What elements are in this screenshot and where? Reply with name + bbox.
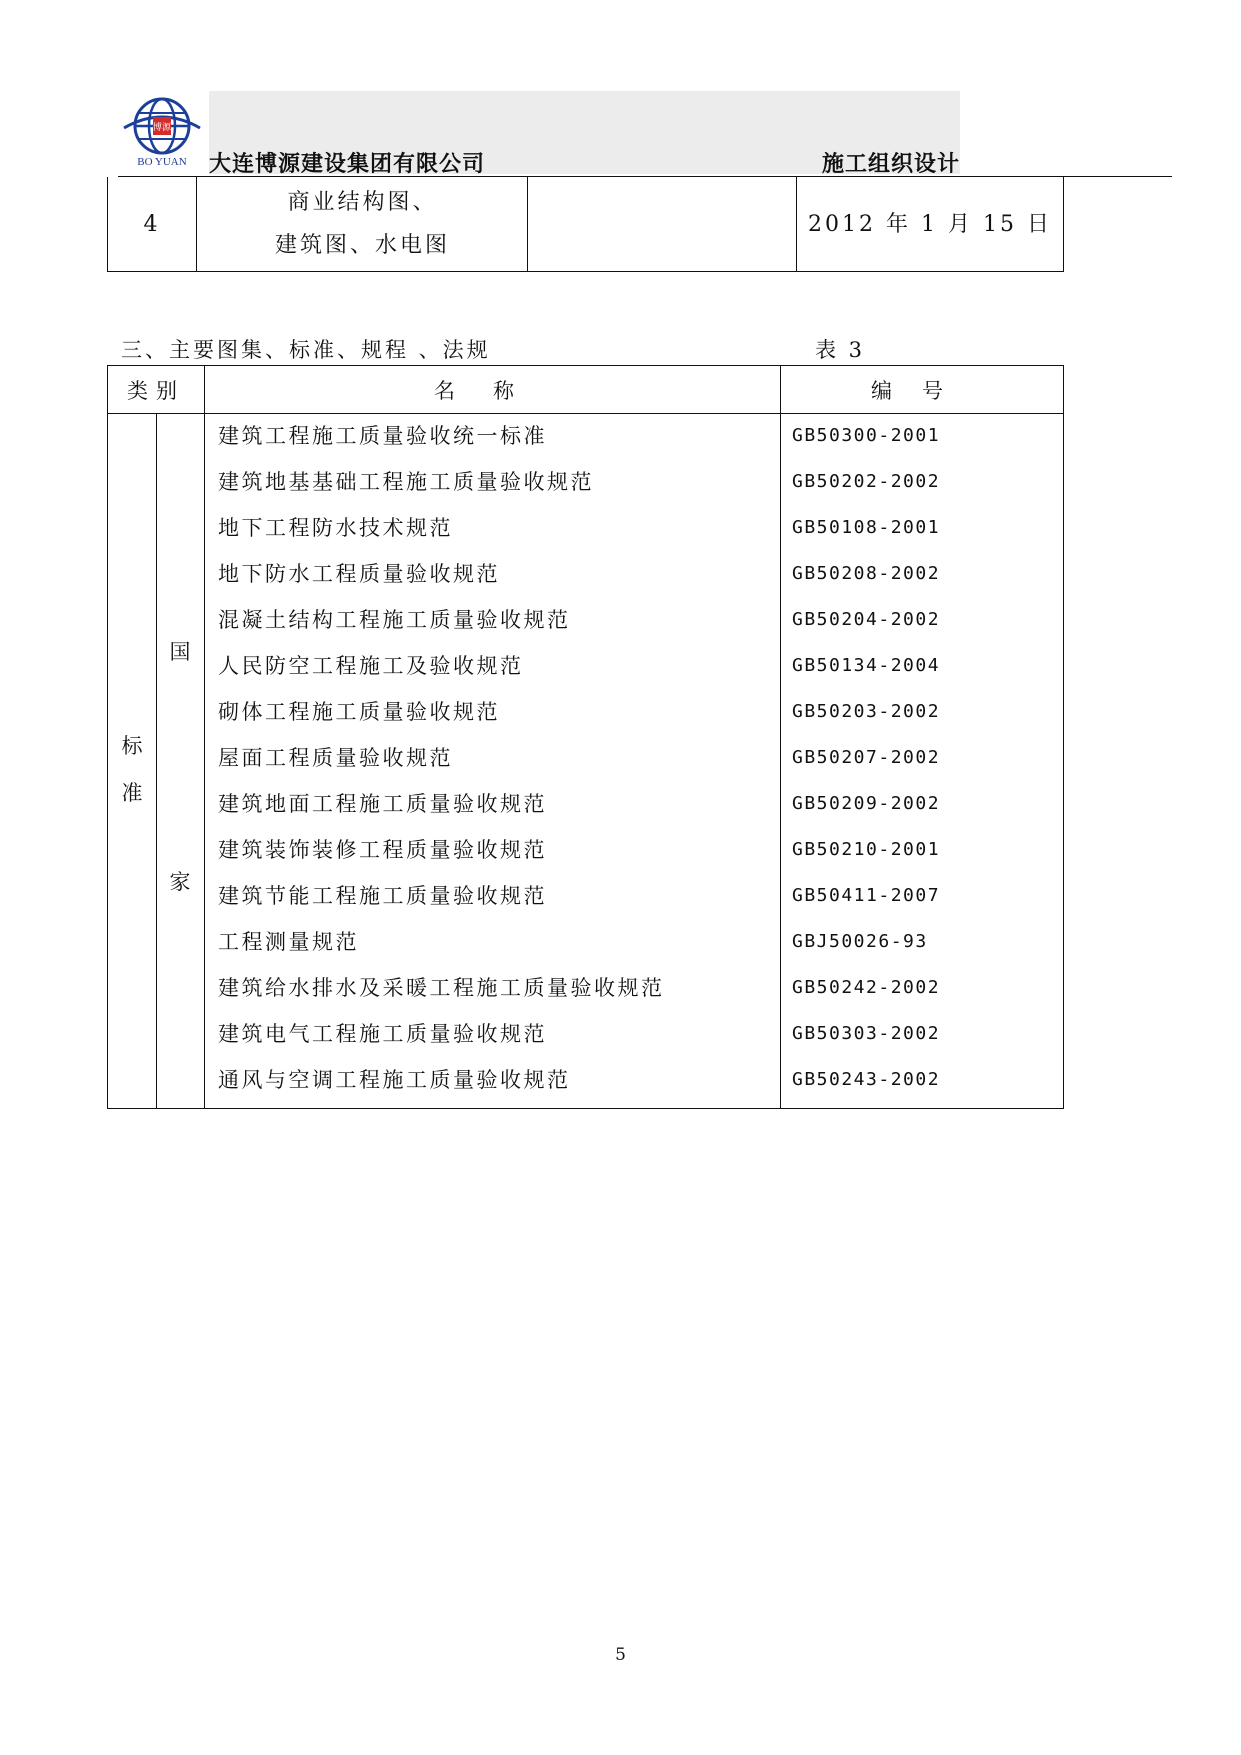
table-row — [204, 919, 1063, 965]
standard-code: GB50411-2007 — [792, 885, 941, 906]
standard-name: 建筑节能工程施工质量验收规范 — [218, 884, 547, 908]
standard-code: GB50134-2004 — [792, 655, 941, 676]
standard-name: 混凝土结构工程施工质量验收规范 — [218, 608, 571, 632]
standard-code: GB50208-2002 — [792, 563, 941, 584]
table-row — [204, 551, 1063, 597]
standard-name: 工程测量规范 — [218, 930, 359, 954]
header-name: 名称 — [204, 366, 781, 413]
table-row — [204, 459, 1063, 505]
standard-code: GB50202-2002 — [792, 471, 941, 492]
standard-code: GB50303-2002 — [792, 1023, 941, 1044]
header-code: 编号 — [780, 366, 1063, 413]
standard-code: GB50242-2002 — [792, 977, 941, 998]
table-row — [204, 735, 1063, 781]
standards-table — [107, 365, 1064, 1109]
company-name: 大连博源建设集团有限公司 — [209, 152, 486, 177]
standard-name: 建筑工程施工质量验收统一标准 — [218, 424, 547, 448]
table-number: 表 3 — [815, 338, 866, 362]
subcategory-char-2: 家 — [169, 870, 191, 894]
standards-rows — [204, 413, 1063, 1108]
logo-seal-text: 博源 — [152, 123, 172, 133]
drawing-name-line1: 商业结构图、 — [287, 190, 438, 215]
standard-name: 地下工程防水技术规范 — [218, 516, 453, 540]
table-row — [204, 413, 1063, 459]
table-row — [204, 597, 1063, 643]
standard-code: GB50203-2002 — [792, 701, 941, 722]
drawing-name-cell — [196, 177, 528, 271]
table-row — [204, 505, 1063, 551]
company-logo — [118, 96, 206, 168]
page-number: 5 — [615, 1645, 626, 1665]
subcategory-char-1: 国 — [169, 640, 191, 664]
standard-name: 通风与空调工程施工质量验收规范 — [218, 1068, 571, 1092]
standard-name: 建筑地面工程施工质量验收规范 — [218, 792, 547, 816]
standard-code: GB50209-2002 — [792, 793, 941, 814]
table-row — [204, 643, 1063, 689]
table-row — [204, 1011, 1063, 1057]
category-char-2: 准 — [121, 781, 143, 805]
standard-name: 砌体工程施工质量验收规范 — [218, 700, 500, 724]
standard-code: GB50243-2002 — [792, 1069, 941, 1090]
drawing-date: 2012 年 1 月 15 日 — [796, 177, 1063, 271]
logo-text: BO YUAN — [137, 156, 187, 168]
table-row — [204, 781, 1063, 827]
section-title: 三、主要图集、标准、规程 、法规 — [121, 338, 491, 362]
table-header-row — [108, 366, 1063, 414]
drawing-name-line2: 建筑图、水电图 — [274, 233, 450, 258]
table-row — [204, 689, 1063, 735]
document-title: 施工组织设计 — [822, 152, 961, 177]
standard-code: GB50210-2001 — [792, 839, 941, 860]
header-category: 类别 — [127, 378, 185, 403]
table-row — [204, 1057, 1063, 1103]
divider-category — [156, 413, 157, 1108]
standard-name: 人民防空工程施工及验收规范 — [218, 654, 524, 678]
standard-code: GB50108-2001 — [792, 517, 941, 538]
table-row — [204, 873, 1063, 919]
drawing-no: 4 — [143, 211, 161, 237]
drawing-note — [527, 177, 797, 271]
category-char-1: 标 — [121, 734, 143, 758]
standard-name: 建筑地基基础工程施工质量验收规范 — [218, 470, 594, 494]
standard-code: GB50204-2002 — [792, 609, 941, 630]
standard-code: GB50207-2002 — [792, 747, 941, 768]
standard-code: GB50300-2001 — [792, 425, 941, 446]
drawings-table — [107, 177, 1064, 272]
table-row — [204, 827, 1063, 873]
standard-name: 建筑装饰装修工程质量验收规范 — [218, 838, 547, 862]
standard-code: GBJ50026-93 — [792, 931, 928, 952]
standard-name: 建筑给水排水及采暖工程施工质量验收规范 — [218, 976, 665, 1000]
standard-name: 地下防水工程质量验收规范 — [218, 562, 500, 586]
standard-name: 屋面工程质量验收规范 — [218, 746, 453, 770]
table-row — [204, 965, 1063, 1011]
standard-name: 建筑电气工程施工质量验收规范 — [218, 1022, 547, 1046]
